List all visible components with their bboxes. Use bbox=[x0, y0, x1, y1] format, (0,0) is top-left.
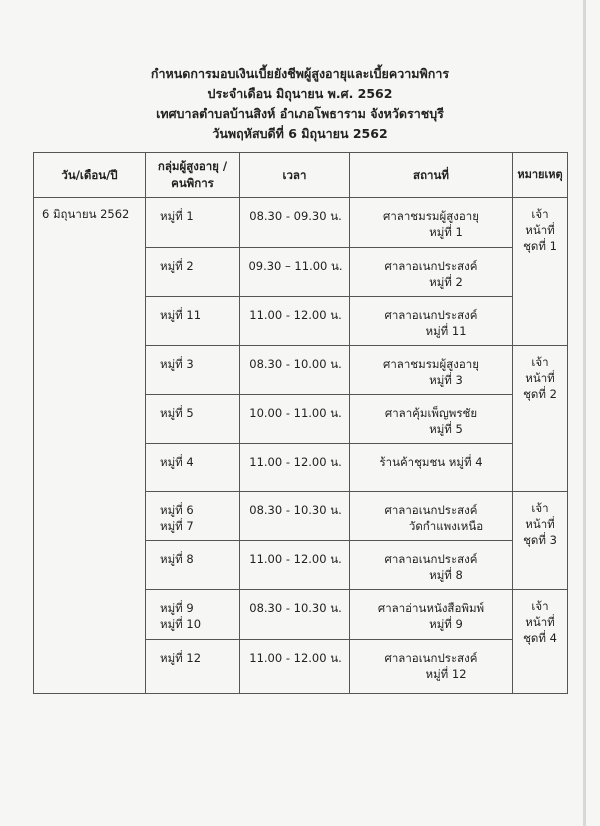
note-cell: เจ้าหน้าที่ ชุดที่ 3 bbox=[513, 492, 568, 590]
time-cell: 08.30 - 10.00 น. bbox=[240, 346, 350, 395]
place-cell: ศาลาคุ้มเพ็ญพรชัย หมู่ที่ 5 bbox=[350, 395, 513, 444]
col-place: สถานที่ bbox=[350, 153, 513, 198]
document-header bbox=[0, 64, 600, 144]
group-cell: หมู่ที่ 9 หมู่ที่ 10 bbox=[146, 590, 240, 640]
col-group bbox=[146, 153, 240, 198]
place-cell: ศาลาอ่านหนังสือพิมพ์ หมู่ที่ 9 bbox=[350, 590, 513, 640]
col-time: เวลา bbox=[240, 153, 350, 198]
group-cell: หมู่ที่ 8 bbox=[146, 541, 240, 590]
place-cell: ศาลาอเนกประสงค์ หมู่ที่ 8 bbox=[350, 541, 513, 590]
group-cell: หมู่ที่ 2 bbox=[146, 248, 240, 297]
group-cell: หมู่ที่ 1 bbox=[146, 198, 240, 248]
group-cell: หมู่ที่ 6 หมู่ที่ 7 bbox=[146, 492, 240, 541]
place-cell: ศาลาชมรมผู้สูงอายุ หมู่ที่ 1 bbox=[350, 198, 513, 248]
group-cell: หมู่ที่ 4 bbox=[146, 444, 240, 492]
time-cell: 11.00 - 12.00 น. bbox=[240, 444, 350, 492]
group-cell: หมู่ที่ 12 bbox=[146, 640, 240, 694]
time-cell: 08.30 - 10.30 น. bbox=[240, 590, 350, 640]
date-cell: 6 มิถุนายน 2562 bbox=[34, 198, 146, 694]
schedule-table bbox=[33, 152, 568, 694]
time-cell: 11.00 - 12.00 น. bbox=[240, 640, 350, 694]
time-cell: 08.30 - 09.30 น. bbox=[240, 198, 350, 248]
time-cell: 10.00 - 11.00 น. bbox=[240, 395, 350, 444]
header-municipality: เทศบาลตำบลบ้านสิงห์ อำเภอโพธาราม จังหวัดราชบุรี bbox=[156, 106, 444, 121]
note-cell: เจ้าหน้าที่ ชุดที่ 2 bbox=[513, 346, 568, 492]
col-note: หมายเหตุ bbox=[513, 153, 568, 198]
place-cell: ศาลาอเนกประสงค์ หมู่ที่ 2 bbox=[350, 248, 513, 297]
place-cell: ศาลาอเนกประสงค์ หมู่ที่ 11 bbox=[350, 297, 513, 346]
group-cell: หมู่ที่ 3 bbox=[146, 346, 240, 395]
schedule-body bbox=[34, 198, 568, 694]
time-cell: 08.30 - 10.30 น. bbox=[240, 492, 350, 541]
place-cell: ศาลาชมรมผู้สูงอายุ หมู่ที่ 3 bbox=[350, 346, 513, 395]
time-cell: 11.00 - 12.00 น. bbox=[240, 541, 350, 590]
note-cell: เจ้าหน้าที่ ชุดที่ 1 bbox=[513, 198, 568, 346]
time-cell: 09.30 – 11.00 น. bbox=[240, 248, 350, 297]
header-date: วันพฤหัสบดีที่ 6 มิถุนายน 2562 bbox=[212, 126, 388, 141]
time-cell: 11.00 - 12.00 น. bbox=[240, 297, 350, 346]
group-cell: หมู่ที่ 5 bbox=[146, 395, 240, 444]
table-header-row bbox=[34, 153, 568, 198]
header-title: กำหนดการมอบเงินเบี้ยยังชีพผู้สูงอายุและเบี้ยความพิการ bbox=[150, 66, 450, 81]
place-cell: ศาลาอเนกประสงค์ วัดกำแพงเหนือ bbox=[350, 492, 513, 541]
place-cell: ศาลาอเนกประสงค์ หมู่ที่ 12 bbox=[350, 640, 513, 694]
place-cell: ร้านค้าชุมชน หมู่ที่ 4 bbox=[350, 444, 513, 492]
table-row bbox=[34, 198, 568, 248]
group-cell: หมู่ที่ 11 bbox=[146, 297, 240, 346]
col-date: วัน/เดือน/ปี bbox=[34, 153, 146, 198]
col-group-line1: กลุ่มผู้สูงอายุ / bbox=[157, 159, 228, 173]
note-cell: เจ้าหน้าที่ ชุดที่ 4 bbox=[513, 590, 568, 694]
col-group-line2: คนพิการ bbox=[171, 176, 214, 190]
header-month: ประจำเดือน มิถุนายน พ.ศ. 2562 bbox=[207, 86, 393, 101]
